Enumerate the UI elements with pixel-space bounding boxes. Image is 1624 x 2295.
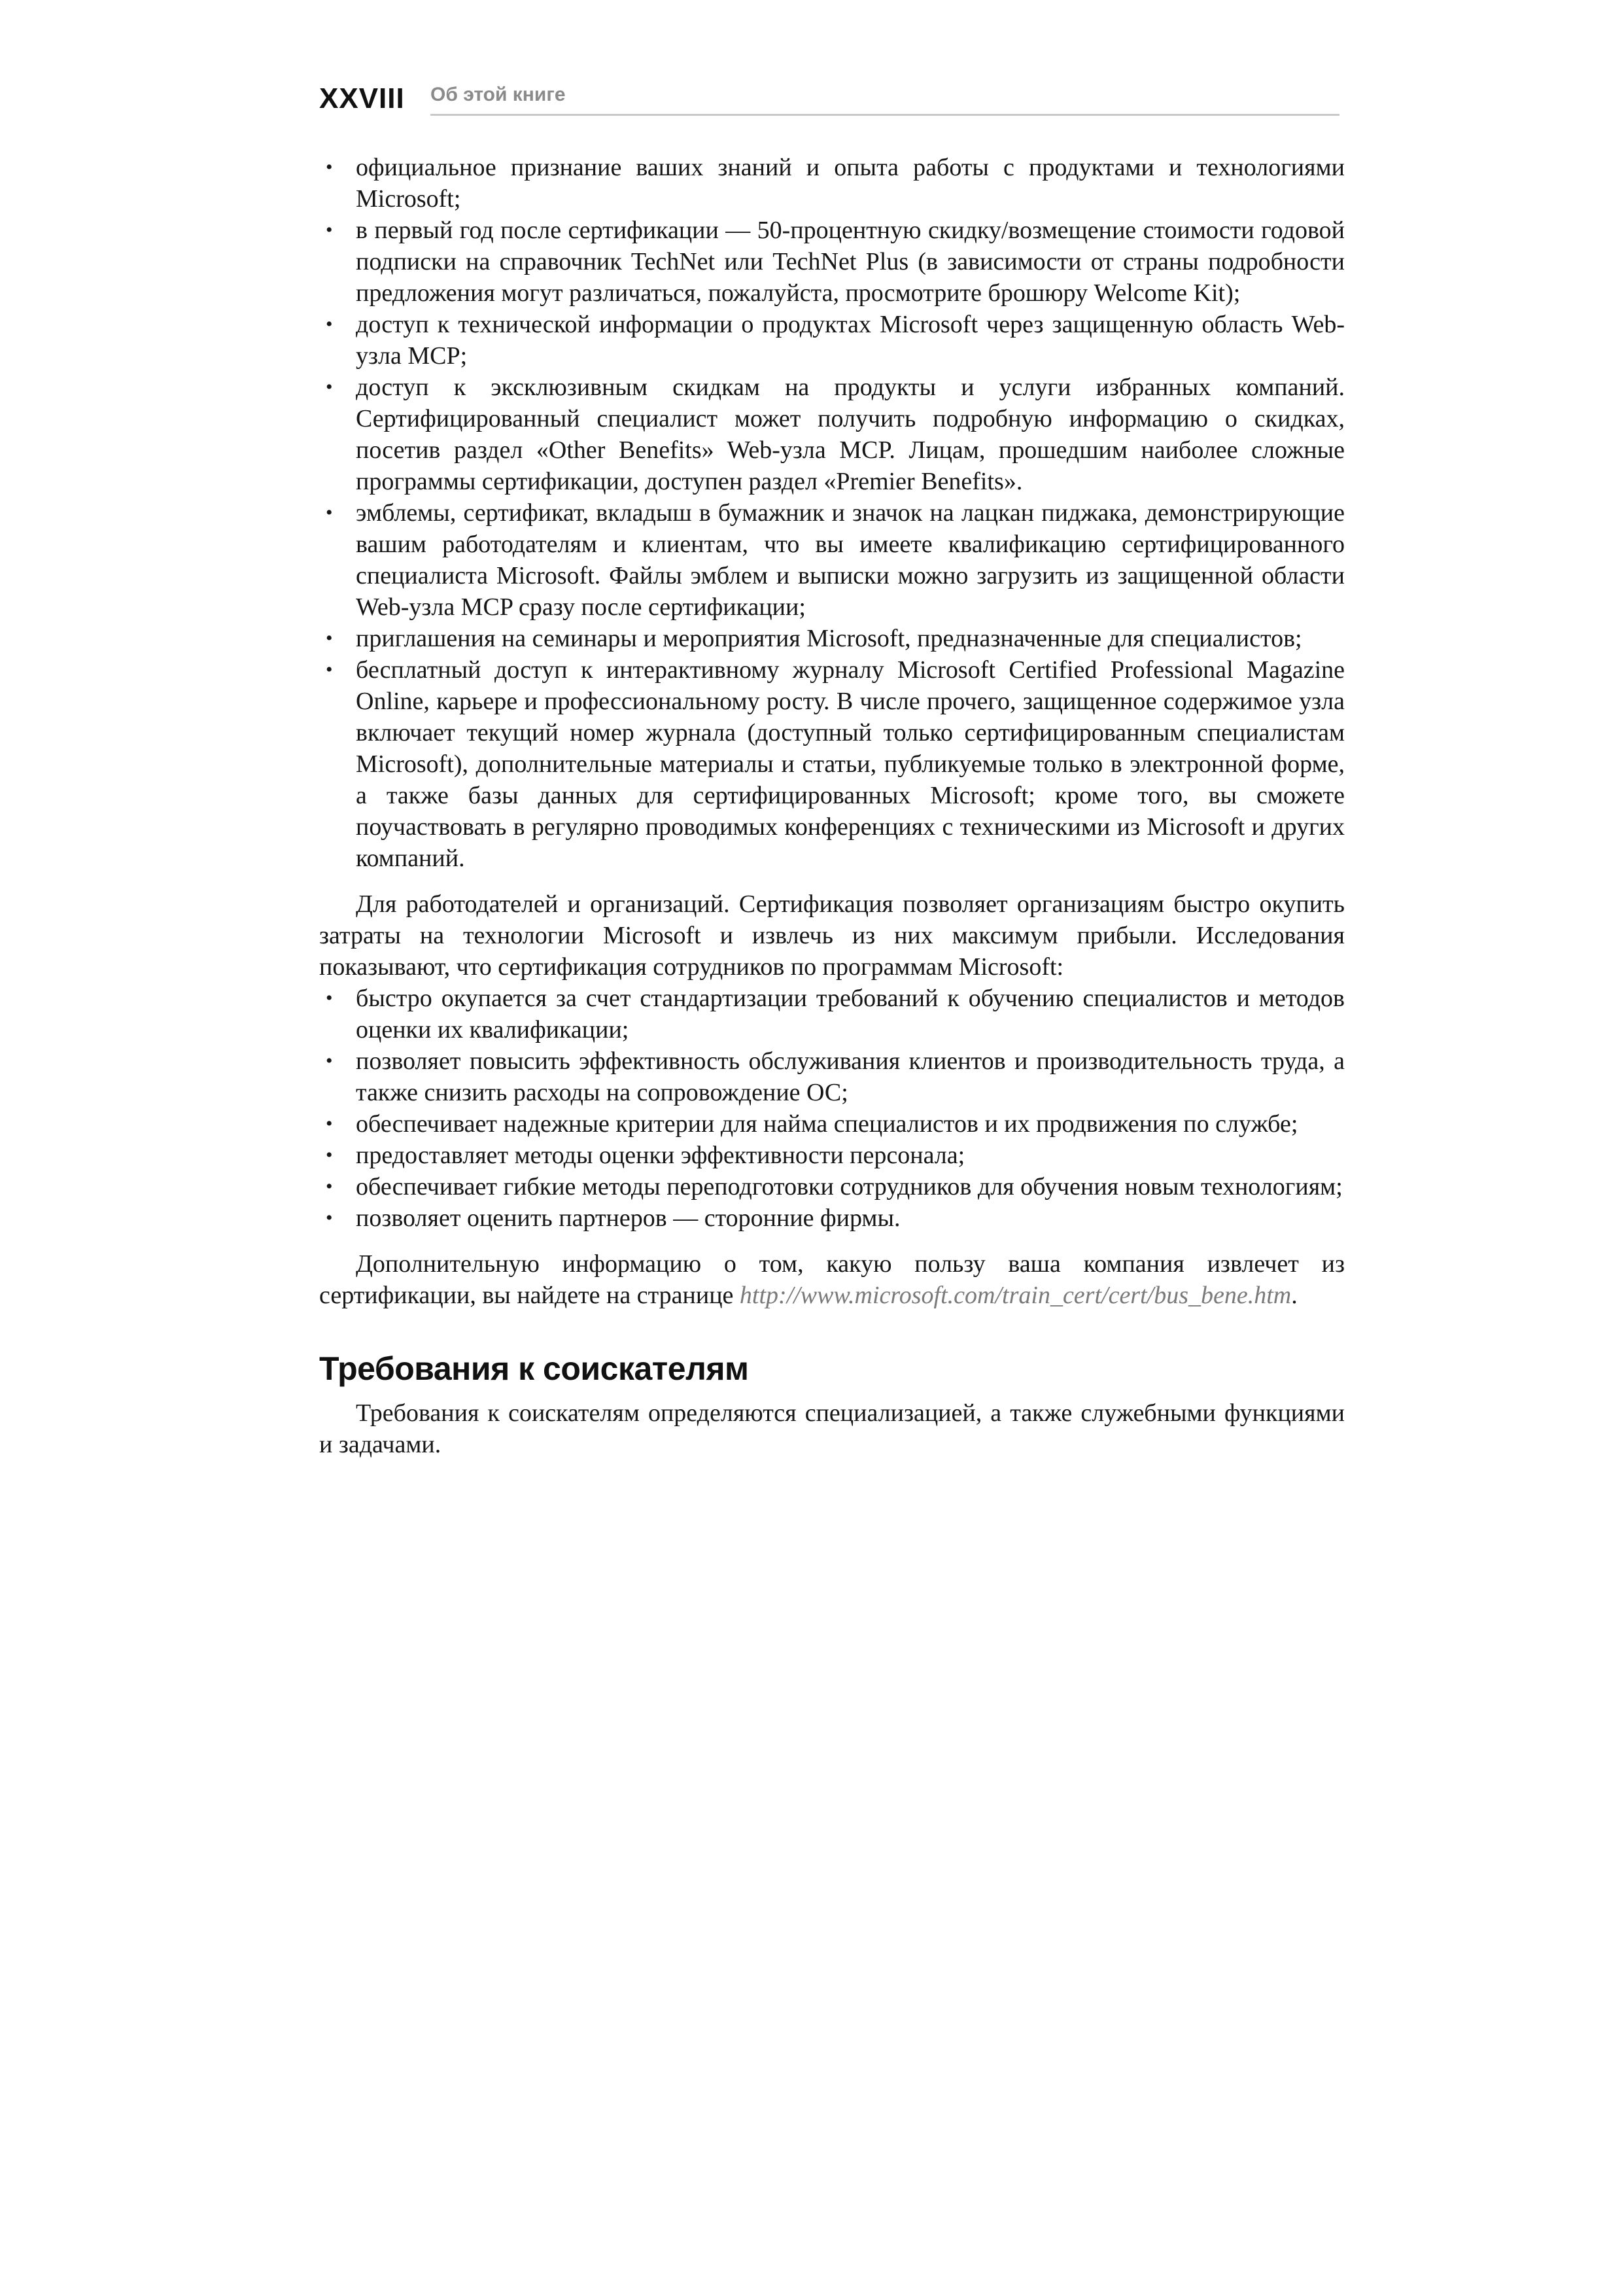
page-content — [319, 152, 1345, 1460]
info-url: http://www.microsoft.com/train_cert/cert/bus_bene.htm — [739, 1282, 1292, 1309]
bullet-icon: • — [326, 1144, 333, 1166]
section-paragraph: Требования к соискателям определяются специализацией, а также служебными функциями и задачами. — [319, 1399, 1345, 1458]
list-item: • бесплатный доступ к интерактивному журналу Microsoft Certified Professional Magazine Online, карьере и профессиональному росту. В числе прочего, защищенное содержимое узла включает текущий номер журнала (доступный только сертифицированным специалистам Microsoft), дополнительные материалы и статьи, публикуемые только в электронной форме, а также базы данных для сертифицированных Microsoft; кроме того, вы сможете поучаствовать в регулярно проводимых конференциях с техническими из Microsoft и других компаний. — [319, 654, 1345, 874]
list-item: • приглашения на семинары и мероприятия Microsoft, предназначенные для специалистов; — [319, 623, 1345, 654]
list-item: • официальное признание ваших знаний и опыта работы с продуктами и технологиями Microsoft; — [319, 152, 1345, 215]
list-item: • предоставляет методы оценки эффективности персонала; — [319, 1140, 1345, 1171]
bullet-icon: • — [326, 659, 333, 680]
list-item: • позволяет оценить партнеров — сторонние фирмы. — [319, 1202, 1345, 1234]
page-number: XXVIII — [319, 82, 405, 114]
list-item: • доступ к эксклюзивным скидкам на продукты и услуги избранных компаний. Сертифицированный специалист может получить подробную информацию о скидках, посетив раздел «Other Benefits» Web-узла MCP. Лицам, прошедшим наиболее сложные программы сертификации, доступен раздел «Premier Benefits». — [319, 372, 1345, 497]
list-item: • доступ к технической информации о продуктах Microsoft через защищенную область Web-узла MCP; — [319, 309, 1345, 372]
section-heading: Требования к соискателям — [319, 1350, 749, 1387]
bullet-icon: • — [326, 219, 333, 241]
list-item: • быстро окупается за счет стандартизации требований к обучению специалистов и методов оценки их квалификации; — [319, 983, 1345, 1045]
bullet-icon: • — [326, 156, 333, 178]
list-item: • позволяет повысить эффективность обслуживания клиентов и производительность труда, а также снизить расходы на сопровождение ОС; — [319, 1045, 1345, 1108]
header-rule — [430, 114, 1339, 116]
benefits-list — [319, 152, 1345, 874]
bullet-icon: • — [326, 627, 333, 649]
bullet-icon: • — [326, 1113, 333, 1134]
bullet-icon: • — [326, 313, 333, 335]
list-item: • обеспечивает надежные критерии для найма специалистов и их продвижения по службе; — [319, 1108, 1345, 1140]
more-info-paragraph: Дополнительную информацию о том, какую пользу ваша компания извлечет из сертификации, вы найдете на странице http://www.microsoft.com/train_cert/cert/bus_bene.htm. — [319, 1250, 1345, 1309]
bullet-icon: • — [326, 1207, 333, 1229]
list-item: • эмблемы, сертификат, вкладыш в бумажник и значок на лацкан пиджака, демонстрирующие вашим работодателям и клиентам, что вы имеете квалификацию сертифицированного специалиста Microsoft. Файлы эмблем и выписки можно загрузить из защищенной области Web-узла MCP сразу после сертификации; — [319, 497, 1345, 623]
list-item: • в первый год после сертификации — 50-процентную скидку/возмещение стоимости годовой подписки на справочник TechNet или TechNet Plus (в зависимости от страны подробности предложения могут различаться, пожалуйста, просмотрите брошюру Welcome Kit); — [319, 215, 1345, 309]
list-item: • обеспечивает гибкие методы переподготовки сотрудников для обучения новым технологиям; — [319, 1171, 1345, 1202]
page-header — [319, 77, 1339, 116]
bullet-icon: • — [326, 502, 333, 523]
running-title: Об этой книге — [430, 84, 566, 105]
employers-list — [319, 983, 1345, 1234]
bullet-icon: • — [326, 1050, 333, 1072]
employers-paragraph: Для работодателей и организаций. Сертификация позволяет организациям быстро окупить затраты на технологии Microsoft и извлечь из них максимум прибыли. Исследования показывают, что сертификация сотрудников по программам Microsoft: — [319, 890, 1345, 981]
bullet-icon: • — [326, 987, 333, 1009]
bullet-icon: • — [326, 376, 333, 398]
bullet-icon: • — [326, 1176, 333, 1197]
